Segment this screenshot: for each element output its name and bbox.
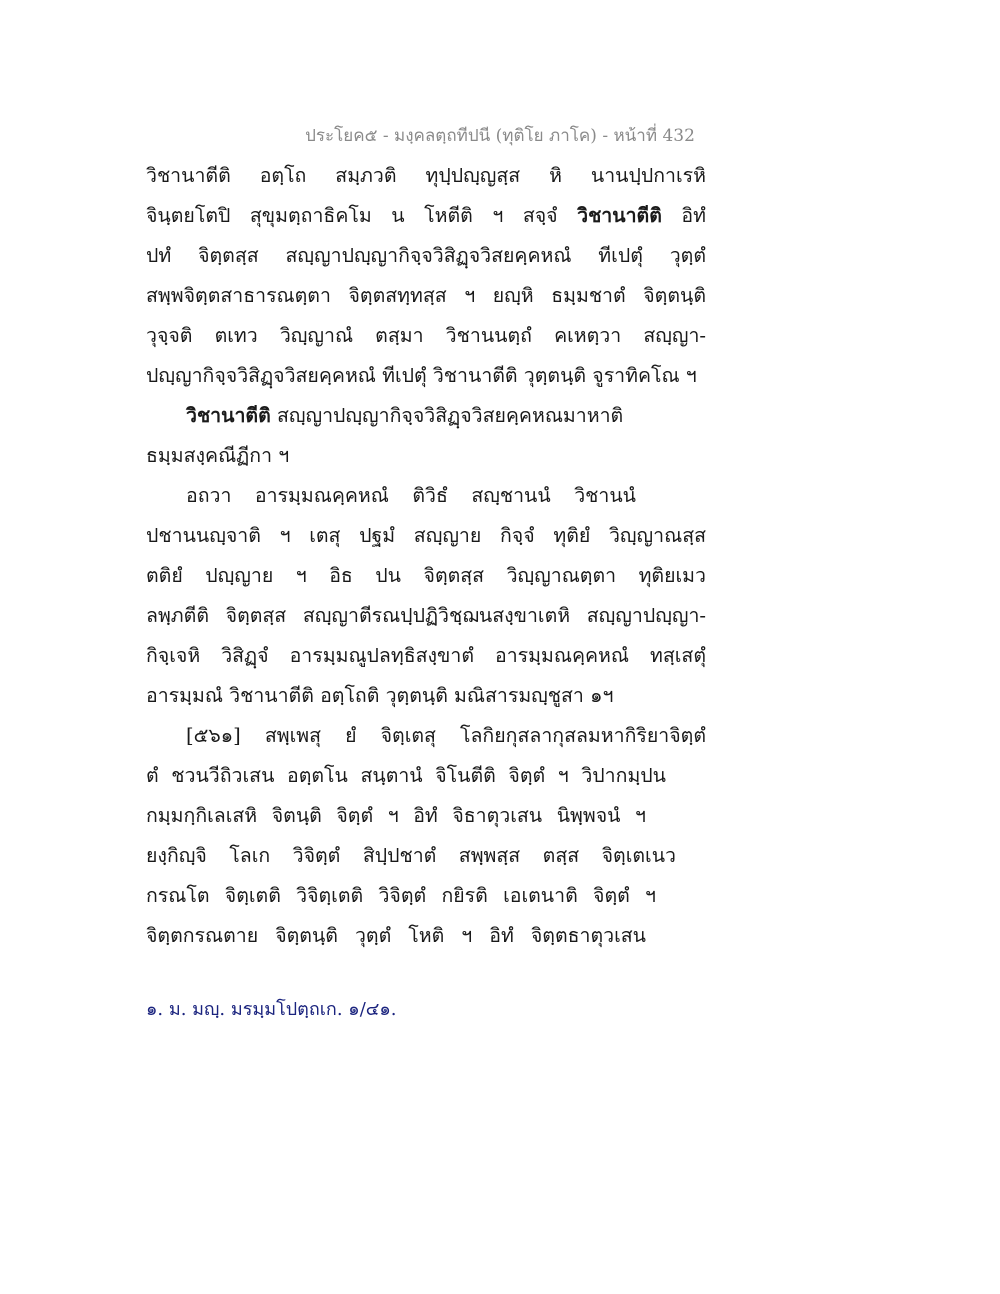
- text-line: ตํ ชวนวีถิวเสน อตฺตโน สนฺตานํ จิโนตีติ จิตฺตํ ฯ วิปากมฺปน: [146, 764, 666, 787]
- page-header: ประโยค๕ - มงฺคลตฺถทีปนี (ทุติโย ภาโค) - หน้าที่ 432: [305, 126, 695, 146]
- text-line: กมฺมกฺกิเลเสหิ จิตนฺติ จิตฺตํ ฯ อิทํ จิธาตุวเสน นิพฺพจนํ ฯ: [146, 804, 646, 827]
- text-segment: สญฺญาปญฺญากิจฺจวิสิฏฺจวิสยคฺคหณมาหาติ: [270, 404, 624, 427]
- text-line: ตติยํ ปญฺญาย ฯ อิธ ปน จิตฺตสฺส วิญฺญาณตฺตา ทุติยเมว: [146, 564, 706, 587]
- text-line: [146, 196, 706, 236]
- text-line: สพฺพจิตฺตสาธารณตฺตา จิตฺตสทฺทสฺส ฯ ยญฺหิ ธมฺมชาตํ จิตฺตนฺติ: [146, 284, 706, 307]
- text-line: อถวา อารมฺมณคฺคหณํ ติวิธํ สญฺชานนํ วิชานนํ: [186, 484, 636, 507]
- bold-term: วิชานาตีติ: [186, 404, 271, 427]
- text-line: ธมฺมสงฺคณีฏีกา ฯ: [146, 444, 290, 467]
- text-line: อารมฺมณํ วิชานาตีติ อตฺโถติ วุตฺตนฺติ มณิสารมญฺชูสา ๑ฯ: [146, 684, 614, 707]
- text-line: [๕๖๑] สพฺเพสุ ยํ จิตฺเตสุ โลกิยกุสลากุสลมหากิริยาจิตฺตํ: [186, 724, 706, 747]
- text-line: ปทํ จิตฺตสฺส สญฺญาปญฺญากิจฺจวิสิฏฺจวิสยคฺคหณํ ทีเปตุํ วุตฺตํ: [146, 244, 706, 267]
- body-text: [146, 156, 706, 956]
- text-line: วุจฺจติ ตเทว วิญฺญาณํ ตสฺมา วิชานนตฺถํ คเหตฺวา สญฺญา-: [146, 324, 706, 347]
- bold-term: วิชานาตีติ: [577, 204, 662, 227]
- text-line: กรณโต จิตฺเตติ วิจิตฺเตติ วิจิตฺตํ กยิรติ เอเตนาติ จิตฺตํ ฯ: [146, 884, 656, 907]
- text-line: ยงฺกิญฺจิ โลเก วิจิตฺตํ สิปฺปชาตํ สพฺพสฺส ตสฺส จิตฺเตเนว: [146, 844, 676, 867]
- text-line: ปชานนญฺจาติ ฯ เตสุ ปฐมํ สญฺญาย กิจฺจํ ทุติยํ วิญฺญาณสฺส: [146, 524, 706, 547]
- text-line: [146, 396, 706, 436]
- text-line: จิตฺตกรณตาย จิตฺตนฺติ วุตฺตํ โหติ ฯ อิทํ จิตฺตธาตุวเสน: [146, 924, 646, 947]
- text-line: กิจฺเจหิ วิสิฏฺจํ อารมฺมณูปลทฺธิสงฺขาตํ อารมฺมณคฺคหณํ ทสฺเสตุํ: [146, 644, 706, 667]
- text-segment: อิทํ: [661, 204, 706, 227]
- text-segment: จินฺตยโตปิ สุขุมตฺถาธิคโม น โหตีติ ฯ สจฺจํ: [146, 204, 578, 227]
- text-line: ปญฺญากิจฺจวิสิฏฺจวิสยคฺคหณํ ทีเปตุํ วิชานาตีติ วุตฺตนฺติ จูราทิคโณ ฯ: [146, 364, 697, 387]
- text-line: ลพฺภตีติ จิตฺตสฺส สญฺญาตีรณปฺปฏิวิชฺฌนสงฺขาเตหิ สญฺญาปญฺญา-: [146, 604, 706, 627]
- footnote: ๑. ม. มญฺ. มรมฺมโปตฺถเก. ๑/๔๑.: [146, 999, 397, 1020]
- text-line: วิชานาตีติ อตฺโถ สมฺภวติ ทุปฺปญฺญสฺส หิ นานปฺปกาเรหิ: [146, 164, 706, 187]
